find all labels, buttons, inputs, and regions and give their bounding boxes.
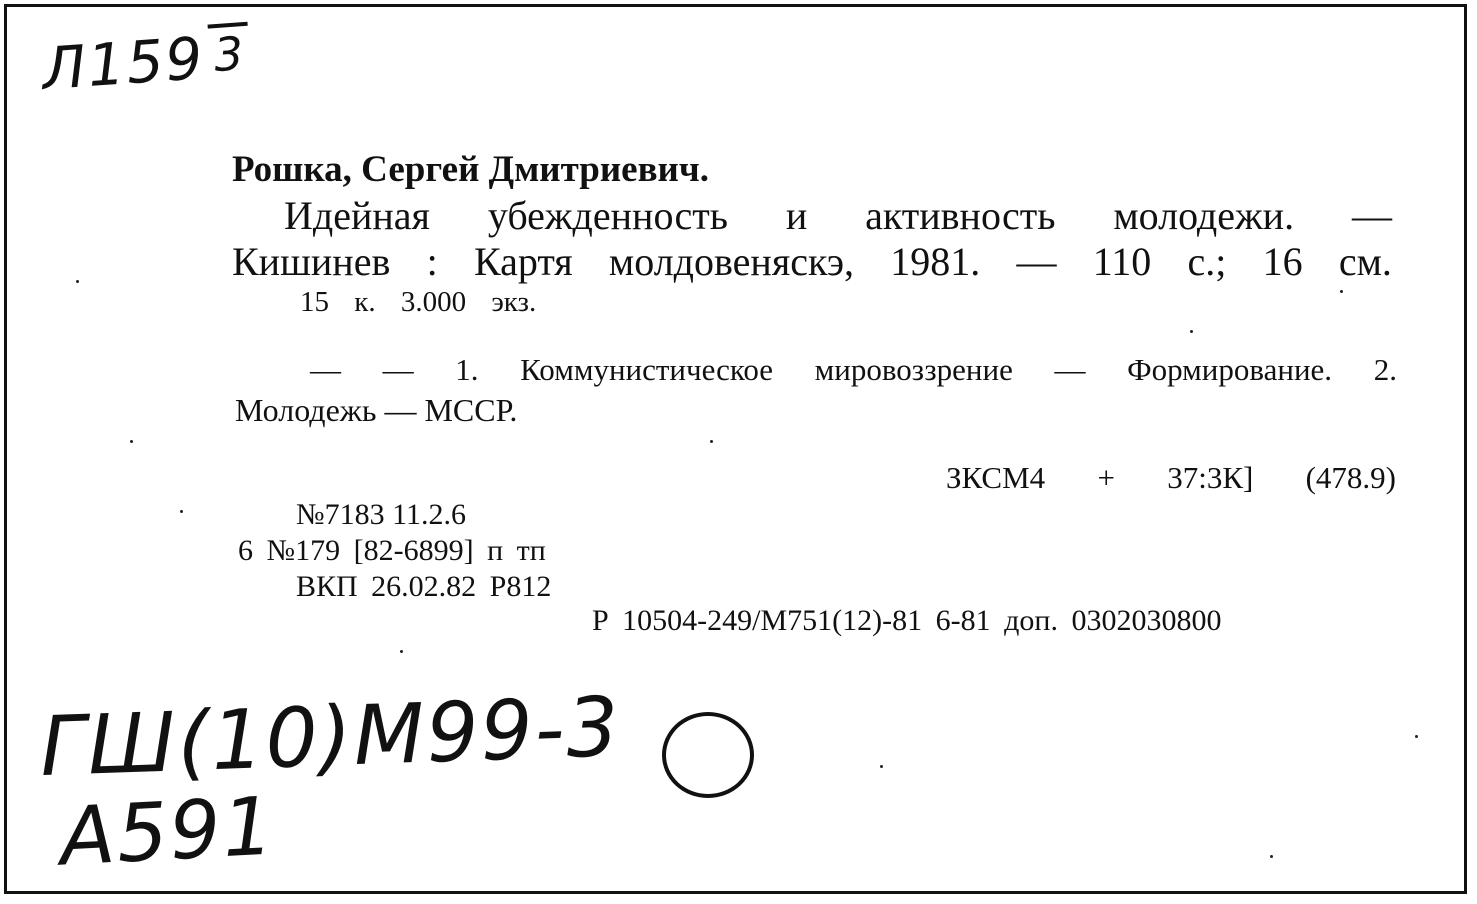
- title-word: и: [785, 193, 808, 238]
- scan-speck: [1190, 330, 1193, 333]
- imprint-word: 16: [1262, 239, 1303, 284]
- scan-speck: [180, 510, 183, 513]
- classification-part: ЗКСМ4: [946, 460, 1046, 495]
- imprint-word: :: [426, 239, 438, 284]
- scan-speck: [880, 765, 883, 768]
- scan-speck: [1415, 735, 1418, 738]
- title-word: Идейная: [284, 193, 430, 238]
- imprint-line: [232, 238, 1392, 285]
- subject-word: 1.: [455, 352, 479, 387]
- subject-word: —: [1054, 352, 1086, 387]
- subject-word: мировоззрение: [814, 352, 1013, 387]
- subject-word: 2.: [1373, 352, 1397, 387]
- imprint-word: 1981.: [890, 239, 981, 284]
- scan-speck: [1340, 290, 1343, 293]
- classification-part: 37:3К]: [1167, 460, 1254, 495]
- stamp-circle: [662, 712, 754, 798]
- subject-word: Коммунистическое: [520, 352, 774, 387]
- handwritten-call-number: [40, 21, 252, 103]
- imprint-word: 110: [1092, 239, 1152, 284]
- subject-word: —: [310, 352, 341, 387]
- tech-line-chamber: ВКП 26.02.82 Р812: [296, 570, 552, 603]
- imprint-word: Картя: [473, 239, 573, 284]
- classification-index: [946, 460, 1396, 496]
- subject-headings-line-1: [232, 352, 1397, 388]
- subject-word: Формирование.: [1127, 352, 1333, 387]
- imprint-word: Кишинев: [232, 239, 391, 284]
- title-word: убежденность: [487, 193, 728, 238]
- subject-headings-line-2: Молодежь — МССР.: [235, 392, 518, 428]
- subject-word: —: [382, 352, 414, 387]
- classification-part: +: [1097, 460, 1115, 495]
- tech-line-publisher-code: Р 10504-249/M751(12)-81 6-81 доп. 0302030800: [592, 604, 1222, 637]
- author-heading: Рошка, Сергей Дмитриевич.: [232, 149, 709, 190]
- tech-line-order: №7183 11.2.6: [296, 498, 467, 531]
- imprint-word: —: [1016, 239, 1057, 284]
- title-word: активность: [865, 193, 1056, 238]
- classification-part: (478.9): [1305, 460, 1396, 495]
- scan-speck: [1270, 855, 1273, 858]
- scan-speck: [710, 440, 713, 443]
- tech-line-card-number: 6 №179 [82-6899] п тп: [238, 534, 546, 567]
- scan-speck: [76, 280, 79, 283]
- call-number-text: Л159: [39, 24, 207, 104]
- price-and-print-run: 15 к. 3.000 экз.: [300, 286, 537, 318]
- handwritten-inventory-number: A591: [57, 779, 278, 884]
- imprint-word: см.: [1338, 239, 1392, 284]
- call-number-boxed: 3: [208, 22, 251, 83]
- scan-speck: [130, 440, 133, 443]
- scan-speck: [400, 650, 403, 653]
- imprint-word: с.;: [1187, 239, 1227, 284]
- imprint-word: молдовеняскэ,: [608, 239, 855, 284]
- handwritten-shelf-mark: ГШ(10)M99-3: [38, 679, 623, 796]
- title-word: молодежи.: [1113, 193, 1295, 238]
- title-word: —: [1351, 193, 1392, 238]
- title-line-1: [232, 192, 1392, 239]
